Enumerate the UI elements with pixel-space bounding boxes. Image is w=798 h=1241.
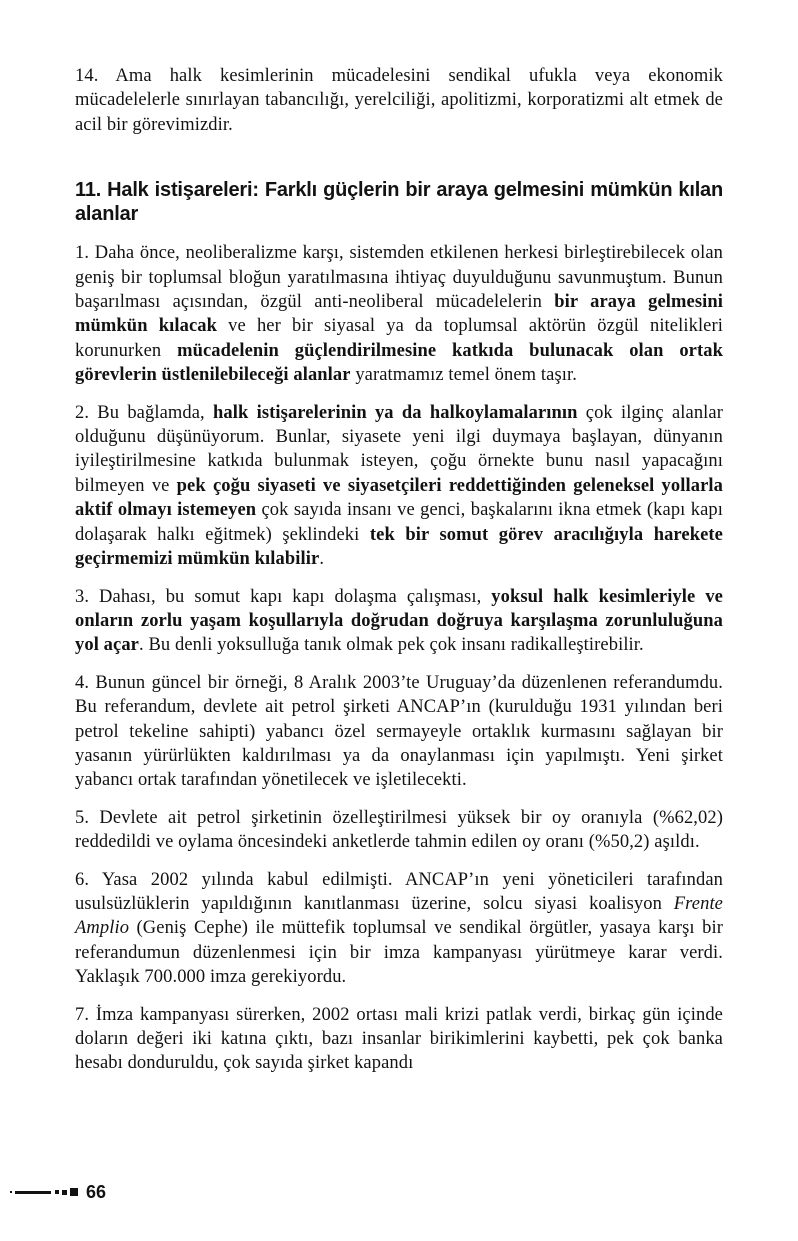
- text-run: halk istişarelerinin ya da halkoylamalarının: [213, 402, 578, 423]
- text-run: (Geniş Cephe) ile müttefik toplumsal ve sendikal örgütler, yasaya karşı bir referandumun düzenlenmesi için bir imza kampanyası yürütmeye karar verdi. Yaklaşık 700.000 imza gerekiyordu.: [75, 918, 723, 988]
- text-run: 14. Ama halk kesimlerinin mücadelesini sendikal ufukla veya ekonomik mücadelelerle sınırlayan tabancılığı, yerelciliği, apolitizmi, korporatizmi alt etmek de acil bir görevimizdir.: [75, 66, 723, 135]
- text-run: Frente Amplio: [75, 893, 723, 939]
- text-run: 2. Bu bağlamda,: [75, 402, 214, 423]
- paragraph: [75, 64, 723, 137]
- text-run: . Bu denli yoksulluğa tanık olmak pek çok insanı radikalleştirebilir.: [139, 635, 644, 656]
- paragraph: [75, 241, 723, 387]
- text-run: tek bir somut görev aracılığıyla harekete geçirmemizi mümkün kılabilir: [75, 524, 723, 570]
- paragraph: [75, 585, 723, 658]
- text-run: 7. İmza kampanyası sürerken, 2002 ortası mali krizi patlak verdi, birkaç gün içinde doların değeri iki katına çıktı, bazı insanlar birikimlerini kaybetti, pek çok banka hesabı donduruldu, çok sayıda şirket kapandı: [75, 1004, 723, 1074]
- text-run: çok ilginç alanlar olduğunu düşünüyorum. Bunlar, siyasete yeni ilgi duymaya başlayan, dünyanın iyileştirilmesine katkıda bulunmak isteyen, çoğu örnekte bunu nasıl yapacağını bilmeyen ve: [75, 402, 723, 496]
- paragraph: [75, 401, 723, 572]
- text-run: bir araya gelmesini mümkün kılacak: [75, 292, 723, 337]
- text-run: 6. Yasa 2002 yılında kabul edilmişti. ANCAP’ın yeni yöneticileri tarafından usulsüzlüklerin yapıldığının kanıtlanması üzerine, solcu siyasi koalisyon: [75, 869, 723, 914]
- text-run: pek çoğu siyaseti ve siyasetçileri reddettiğinden geleneksel yollarla aktif olmayı istemeyen: [75, 475, 723, 521]
- text-run: ve her bir siyasal ya da toplumsal aktörün özgül nitelikleri korunurken: [75, 316, 723, 361]
- paragraph: [75, 806, 723, 855]
- page-number: 66: [86, 1181, 107, 1202]
- text-run: .: [319, 549, 325, 570]
- section-heading: 11. Halk istişareleri: Farklı güçlerin bir araya gelmesini mümkün kılan alanlar: [75, 179, 723, 226]
- paragraph: [75, 671, 723, 793]
- text-run: 4. Bunun güncel bir örneği, 8 Aralık 2003’te Uruguay’da düzenlenen referandumdu. Bu referandum, devlete ait petrol şirketi ANCAP’ın (kurulduğu 1931 yılından beri petrol tekeline sahipti) yabancı özel sermayeyle ortaklık kurmasını sağlayan bir yasanın yürürlükten kaldırılması ya da onaylanması için yapılmıştı. Yeni şirket yabancı ortak tarafından yönetilecek ve işletilecekti.: [75, 672, 723, 791]
- text-column: [75, 241, 723, 1076]
- text-run: 1. Daha önce, neoliberalizme karşı, sistemden etkilenen herkesi birleştirebilecek olan geniş bir toplumsal bloğun yaratılmasına ihtiyaç duyulduğunu savunmuştum. Bunun başarılması açısından, özgül anti-neoliberal mücadelelerin: [75, 243, 723, 313]
- text-run: yoksul halk kesimleriyle ve onların zorlu yaşam koşullarıyla doğrudan doğruya karşılaşma zorunluluğuna yol açar: [75, 586, 723, 656]
- paragraph: [75, 1003, 723, 1076]
- paragraph: [75, 868, 723, 990]
- page-footer: [0, 1181, 106, 1203]
- text-run: mücadelenin güçlendirilmesine katkıda bulunacak olan ortak görevlerin üstlenilebileceği alanlar: [75, 340, 723, 386]
- text-run: çok sayıda insanı ve genci, başkalarını ikna etmek (kapı kapı dolaşarak halkı eğitmek) şeklindeki: [75, 500, 723, 545]
- text-run: 5. Devlete ait petrol şirketinin özelleştirilmesi yüksek bir oy oranıyla (%62,02) reddedildi ve oylama öncesindeki anketlerde tahmin edilen oy oranı (%50,2) aşıldı.: [75, 807, 723, 853]
- footer-ornament-icon: [0, 1187, 78, 1197]
- intro-paragraph-container: [75, 64, 723, 137]
- text-run: 3. Dahası, bu somut kapı kapı dolaşma çalışması,: [75, 586, 492, 607]
- text-run: yaratmamız temel önem taşır.: [350, 365, 577, 386]
